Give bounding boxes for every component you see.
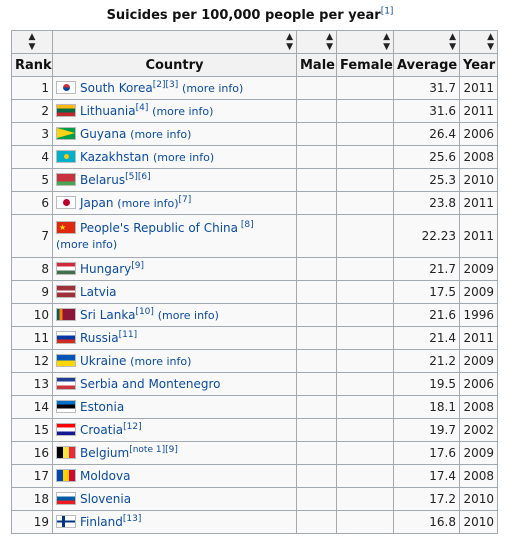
japan-flag [56,196,76,209]
male-cell [297,350,337,373]
average-cell: 19.5 [394,373,460,396]
more-info-link[interactable]: (more info) [152,150,215,164]
slovenia-flag [56,492,76,505]
rank-cell: 1 [12,77,53,100]
country-link[interactable]: Lithuania [80,103,136,118]
caption-text: Suicides per 100,000 people per year [106,8,381,23]
male-cell [297,304,337,327]
rank-cell: 11 [12,327,53,350]
country-link[interactable]: Russia [80,331,119,345]
table-row [12,77,498,100]
average-cell: 17.6 [394,442,460,465]
rank-cell: 6 [12,192,53,215]
rank-cell: 9 [12,281,53,304]
male-cell [297,192,337,215]
country-link[interactable]: Estonia [80,400,125,414]
table-row [12,169,498,192]
country-cell [53,100,297,123]
country-link[interactable]: Finland [80,515,123,529]
estonia-flag [56,400,76,413]
male-cell [297,215,337,258]
male-cell [297,169,337,192]
lithuania-flag [56,104,76,117]
country-link[interactable]: Guyana [80,126,127,141]
female-cell [337,100,394,123]
rank-cell: 8 [12,258,53,281]
reference-link[interactable]: [4] [135,102,149,113]
country-link[interactable]: Latvia [80,285,117,299]
reference-link[interactable]: [2][3] [152,79,179,90]
female-cell [337,215,394,258]
female-cell [337,169,394,192]
table-row [12,350,498,373]
average-cell: 21.6 [394,304,460,327]
male-cell [297,123,337,146]
rank-cell: 7 [12,215,53,258]
rank-cell: 5 [12,169,53,192]
rank-cell: 2 [12,100,53,123]
more-info-link[interactable]: (more info) [182,81,244,95]
country-cell [53,215,297,258]
male-cell [297,396,337,419]
country-link[interactable]: Belarus [80,173,126,187]
sort-updown-icon: ▲ ▼ [286,32,293,52]
country-link[interactable]: Japan [80,195,114,210]
female-cell [337,488,394,511]
country-link[interactable]: Slovenia [80,492,132,506]
male-cell [297,511,337,534]
table-row [12,281,498,304]
year-cell: 2011 [460,192,498,215]
country-link[interactable]: Belgium [80,446,130,460]
caption-ref-link[interactable]: [1] [380,6,394,17]
male-cell [297,77,337,100]
country-link[interactable]: Croatia [80,423,124,437]
rank-cell: 19 [12,511,53,534]
header-row [12,54,498,77]
country-cell [53,123,297,146]
average-cell: 18.1 [394,396,460,419]
country-cell [53,304,297,327]
average-cell: 17.4 [394,465,460,488]
year-cell: 2008 [460,465,498,488]
rank-cell: 3 [12,123,53,146]
sort-updown-icon: ▲ ▼ [326,32,333,52]
female-cell [337,350,394,373]
female-cell [337,281,394,304]
reference-link[interactable]: [9] [131,261,144,271]
female-cell [337,146,394,169]
sort-button-country[interactable] [53,31,297,54]
rank-cell: 18 [12,488,53,511]
reference-link[interactable]: [13] [122,514,142,524]
female-cell [337,396,394,419]
country-cell [53,169,297,192]
year-cell: 2011 [460,77,498,100]
country-link[interactable]: Ukraine [80,353,127,368]
country-link[interactable]: Serbia and Montenegro [80,377,221,391]
country-link[interactable]: People's Republic of China [80,220,238,235]
reference-link[interactable]: [12] [123,422,142,432]
female-cell [337,465,394,488]
rank-cell: 15 [12,419,53,442]
table-caption [0,8,500,23]
rank-cell: 10 [12,304,53,327]
average-cell: 21.7 [394,258,460,281]
header-female[interactable]: Female [337,54,394,77]
male-cell [297,442,337,465]
more-info-link[interactable]: (more info) [56,237,118,251]
female-cell [337,77,394,100]
country-link[interactable]: Moldova [80,469,131,483]
more-info-link[interactable]: (more info) [130,354,192,368]
country-link[interactable]: Kazakhstan [80,149,150,164]
finland-flag [56,515,76,528]
year-cell: 2010 [460,169,498,192]
average-cell: 19.7 [394,419,460,442]
year-cell: 2006 [460,373,498,396]
year-cell: 2006 [460,123,498,146]
average-cell: 22.23 [394,215,460,258]
table-row [12,192,498,215]
sort-updown-icon: ▲ ▼ [383,32,390,52]
average-cell: 17.2 [394,488,460,511]
reference-link[interactable]: [5][6] [125,172,151,182]
rank-cell: 14 [12,396,53,419]
latvia-flag [56,285,76,298]
average-cell: 21.2 [394,350,460,373]
rank-cell: 13 [12,373,53,396]
header-rank[interactable]: Rank [12,54,53,77]
country-cell [53,419,297,442]
sort-updown-icon: ▲ ▼ [28,32,36,52]
year-cell: 2002 [460,419,498,442]
moldova-flag [56,469,76,482]
country-cell [53,350,297,373]
table-body [12,77,498,534]
serbia-montenegro-flag [56,377,76,390]
table-row [12,258,498,281]
guyana-flag [56,127,76,140]
country-cell [53,281,297,304]
year-cell: 2008 [460,146,498,169]
sort-button-year[interactable] [460,31,498,54]
reference-link[interactable]: [10] [135,306,154,317]
country-cell [53,465,297,488]
reference-link[interactable]: [11] [118,330,138,340]
table-row [12,488,498,511]
more-info-link[interactable]: (more info) [130,127,192,141]
male-cell [297,373,337,396]
belgium-flag [56,446,76,459]
female-cell [337,192,394,215]
average-cell: 25.6 [394,146,460,169]
china-flag: ★ [56,221,76,234]
male-cell [297,327,337,350]
kazakhstan-flag [56,150,76,163]
country-cell [53,146,297,169]
table-row [12,442,498,465]
year-cell: 2010 [460,511,498,534]
female-cell [337,442,394,465]
year-cell: 2009 [460,258,498,281]
header-average[interactable]: Average [394,54,460,77]
male-cell [297,146,337,169]
country-cell [53,442,297,465]
male-cell [297,100,337,123]
average-cell: 23.8 [394,192,460,215]
table-row [12,511,498,534]
table-row [12,327,498,350]
female-cell [337,327,394,350]
year-cell: 2011 [460,215,498,258]
male-cell [297,488,337,511]
average-cell: 31.6 [394,100,460,123]
header-male[interactable]: Male [297,54,337,77]
header-year[interactable]: Year [460,54,498,77]
country-cell [53,192,297,215]
female-cell [337,123,394,146]
sort-row [12,31,498,54]
table-row [12,215,498,258]
table-row [12,373,498,396]
year-cell: 2009 [460,281,498,304]
male-cell [297,419,337,442]
croatia-flag [56,423,76,436]
female-cell [337,373,394,396]
hungary-flag [56,262,76,275]
country-link[interactable]: Sri Lanka [80,307,136,322]
female-cell [337,511,394,534]
country-cell [53,77,297,100]
female-cell [337,258,394,281]
rank-cell: 4 [12,146,53,169]
average-cell: 21.4 [394,327,460,350]
year-cell: 2010 [460,488,498,511]
year-cell: 1996 [460,304,498,327]
ukraine-flag [56,354,76,367]
female-cell [337,304,394,327]
sri-lanka-flag [56,308,76,321]
country-cell [53,258,297,281]
table-row [12,465,498,488]
country-link[interactable]: South Korea [80,80,153,95]
table-row [12,123,498,146]
header-country[interactable]: Country [53,54,297,77]
table-row [12,304,498,327]
female-cell [337,419,394,442]
sort-button-male[interactable] [297,31,337,54]
table-row [12,396,498,419]
sort-button-average[interactable] [394,31,460,54]
average-cell: 31.7 [394,77,460,100]
more-info-link[interactable]: (more info) [157,308,219,322]
country-cell [53,511,297,534]
sort-button-female[interactable] [337,31,394,54]
year-cell: 2009 [460,350,498,373]
table-row [12,100,498,123]
male-cell [297,258,337,281]
table-row [12,146,498,169]
rank-cell: 16 [12,442,53,465]
year-cell: 2011 [460,100,498,123]
more-info-link[interactable]: (more info) [117,196,179,210]
reference-link[interactable]: [7] [178,194,192,205]
reference-link[interactable]: [note 1][9] [129,445,178,455]
year-cell: 2008 [460,396,498,419]
table-row [12,419,498,442]
reference-link[interactable]: [8] [238,219,254,230]
south-korea-flag [56,81,76,94]
suicide-rate-table [11,30,498,534]
rank-cell: 17 [12,465,53,488]
average-cell: 16.8 [394,511,460,534]
russia-flag [56,331,76,344]
more-info-link[interactable]: (more info) [152,104,214,118]
sort-button-rank[interactable] [12,31,53,54]
year-cell: 2009 [460,442,498,465]
country-link[interactable]: Hungary [80,262,132,276]
male-cell [297,281,337,304]
average-cell: 17.5 [394,281,460,304]
country-cell [53,396,297,419]
average-cell: 26.4 [394,123,460,146]
sort-updown-icon: ▲ ▼ [487,32,494,52]
belarus-flag [56,173,76,186]
country-cell [53,488,297,511]
average-cell: 25.3 [394,169,460,192]
country-cell [53,327,297,350]
male-cell [297,465,337,488]
rank-cell: 12 [12,350,53,373]
country-cell [53,373,297,396]
year-cell: 2011 [460,327,498,350]
sort-updown-icon: ▲ ▼ [449,32,456,52]
